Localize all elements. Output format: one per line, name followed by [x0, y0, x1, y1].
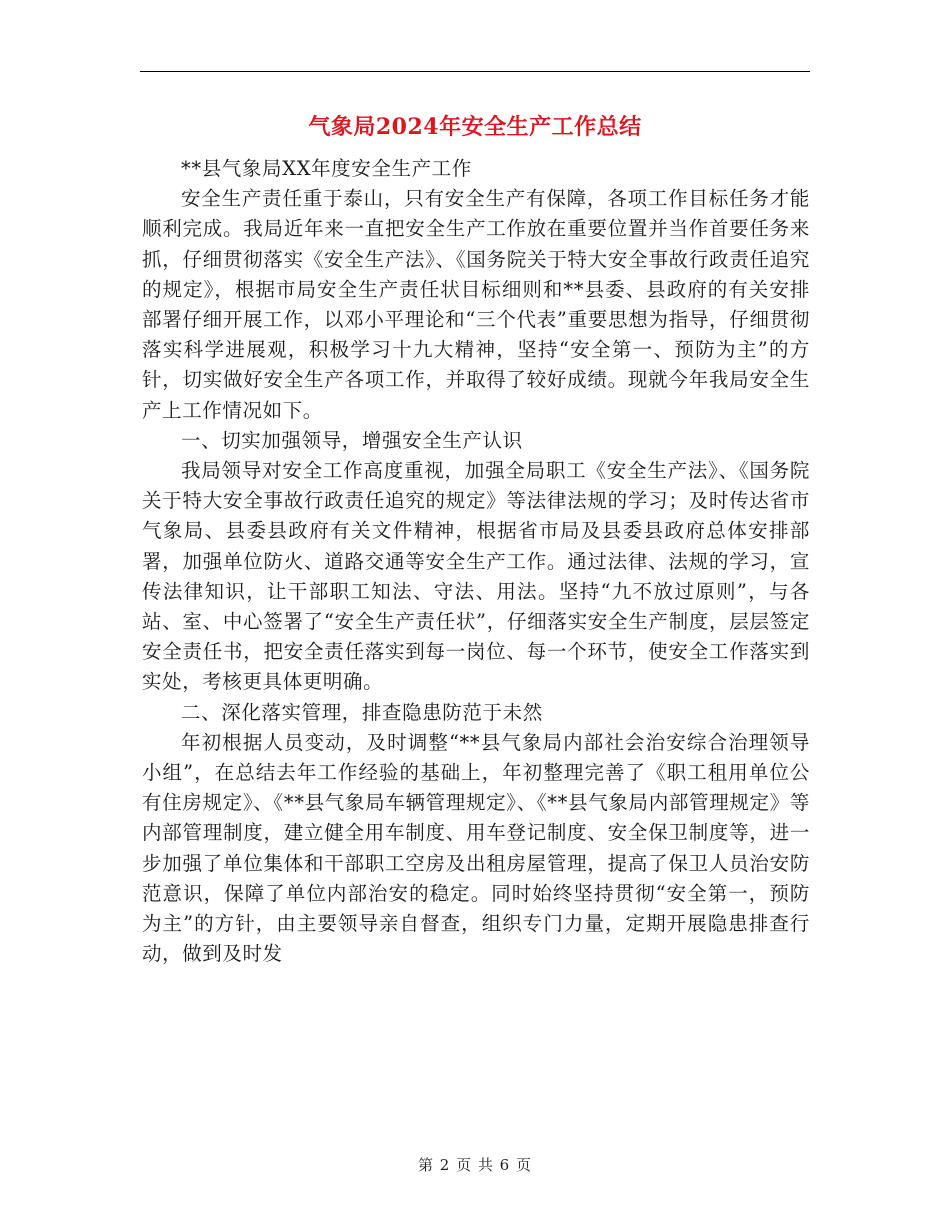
paragraph-intro: 安全生产责任重于泰山，只有安全生产有保障，各项工作目标任务才能顺利完成。我局近年来一直把安全生产工作放在重要位置并当作首要任务来抓，仔细贯彻落实《安全生产法》、《国务院关于特大安全事故行政责任追究的规定》，根据市局安全生产责任状目标细则和**县委、县政府的有关安排部署仔细开展工作，以邓小平理论和“三个代表”重要思想为指导，仔细贯彻落实科学进展观，积极学习十九大精神，坚持“安全第一、预防为主”的方针，切实做好安全生产各项工作，并取得了较好成绩。现就今年我局安全生产上工作情况如下。	[142, 187, 810, 422]
header-rule	[140, 71, 810, 72]
page-number: 第 2 页 共 6 页	[418, 1156, 532, 1174]
section-heading-2: 二、深化落实管理，排查隐患防范于未然	[181, 700, 543, 724]
paragraph-section-1: 我局领导对安全工作高度重视，加强全局职工《安全生产法》、《国务院关于特大安全事故行政责任追究的规定》等法律法规的学习；及时传达省市气象局、县委县政府有关文件精神，根据省市局及县委县政府总体安排部署，加强单位防火、道路交通等安全生产工作。通过法律、法规的学习，宣传法律知识，让干部职工知法、守法、用法。坚持“九不放过原则”，与各站、室、中心签署了“安全生产责任状”，仔细落实安全生产制度，层层签定安全责任书，把安全责任落实到每一岗位、每一个环节，使安全工作落实到实处，考核更具体更明确。	[142, 459, 810, 694]
document-body	[142, 154, 810, 969]
paragraph-section-2: 年初根据人员变动，及时调整“**县气象局内部社会治安综合治理领导小组”，在总结去年工作经验的基础上，年初整理完善了《职工租用单位公有住房规定》、《**县气象局车辆管理规定》、《**县气象局内部管理规定》等内部管理制度，建立健全用车制度、用车登记制度、安全保卫制度等，进一步加强了单位集体和干部职工空房及出租房屋管理，提高了保卫人员治安防范意识，保障了单位内部治安的稳定。同时始终坚持贯彻“安全第一，预防为主”的方针，由主要领导亲自督查，组织专门力量，定期开展隐患排查行动，做到及时发	[142, 730, 810, 966]
document-title: 气象局2024年安全生产工作总结	[308, 114, 642, 140]
section-heading-1: 一、切实加强领导，增强安全生产认识	[181, 428, 523, 452]
paragraph-subtitle: **县气象局XX年度安全生产工作	[181, 157, 472, 180]
